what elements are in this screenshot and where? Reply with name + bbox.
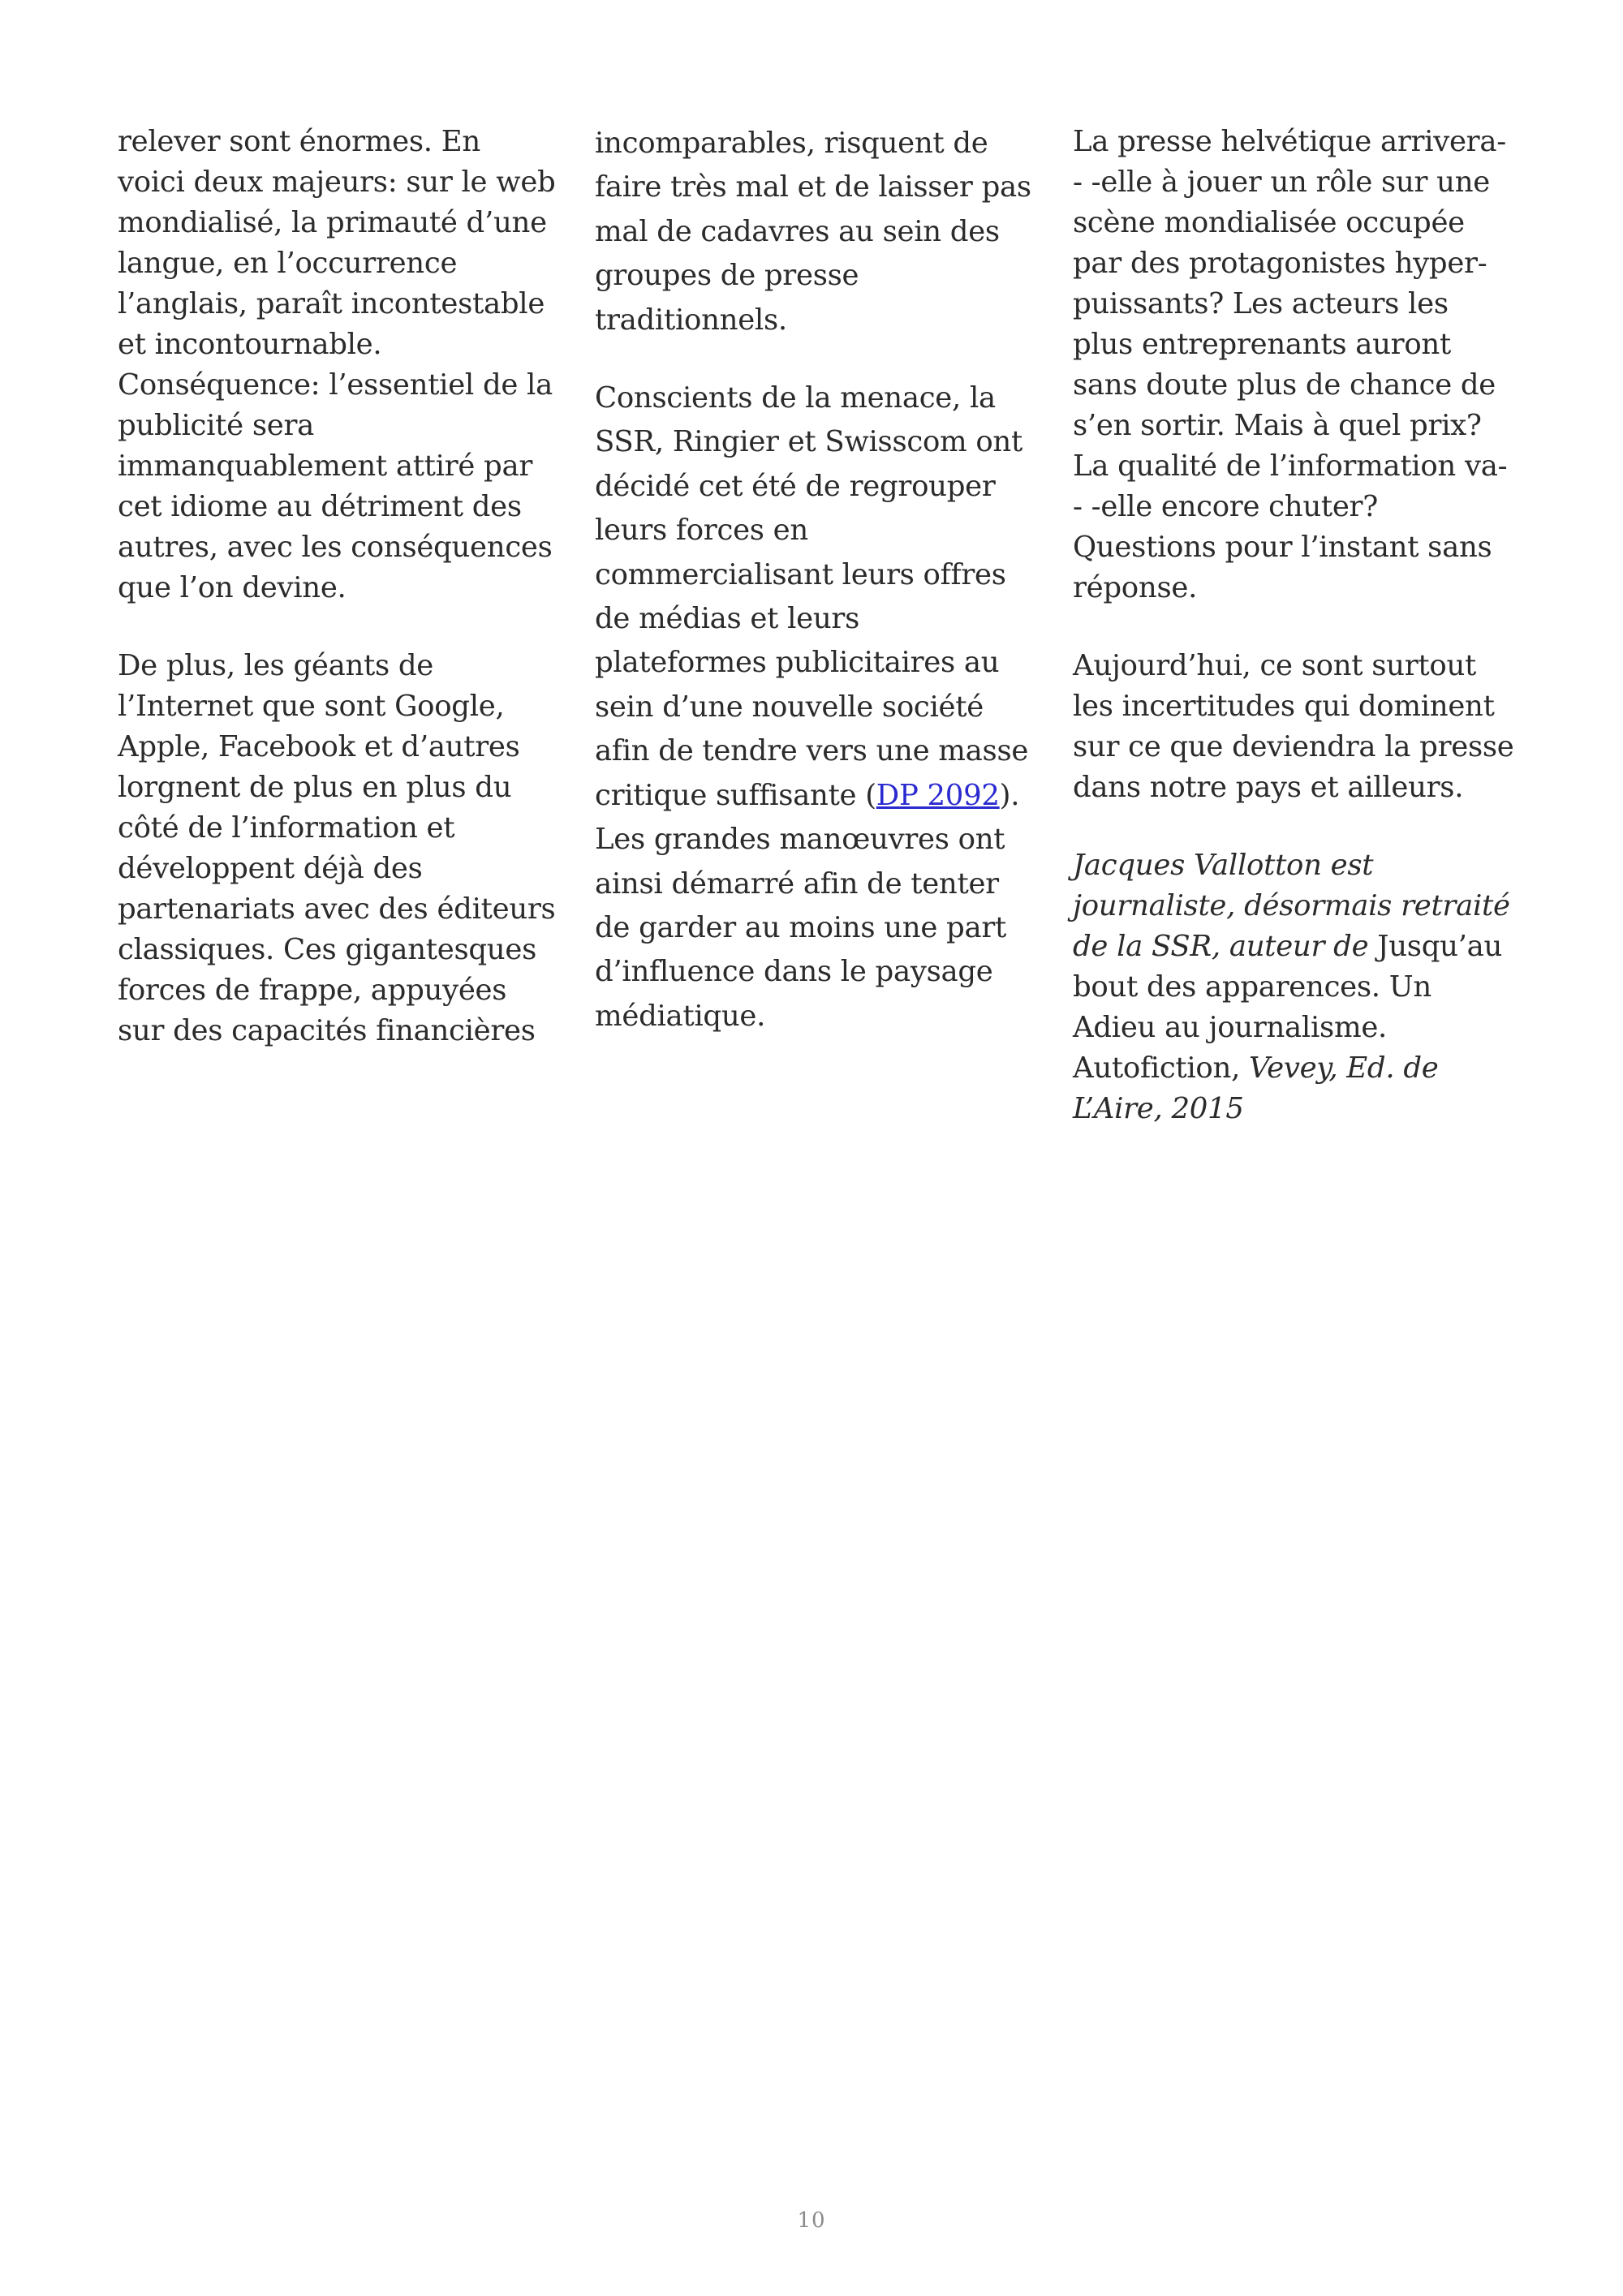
- author-book-title: Jusqu’au bout des apparences. Un Adieu au journalisme. Autofiction,: [1073, 930, 1503, 1085]
- paragraph-text-after-link: ). Les grandes manœuvres ont ainsi démarré afin de tenter de garder au moins une part d’influence dans le paysage médiatique.: [595, 778, 1020, 1033]
- article-column-1: [118, 122, 556, 1051]
- author-bio: [1073, 845, 1515, 1129]
- author-bio-intro: Jacques Vallotton est journaliste, désormais retraité de la SSR, auteur de: [1073, 849, 1510, 963]
- dp-2092-link[interactable]: DP 2092: [876, 778, 1000, 812]
- paragraph-uncertainties: Aujourd’hui, ce sont surtout les incertitudes qui dominent sur ce que deviendra la presse dans notre pays et ailleurs.: [1073, 649, 1514, 804]
- paragraph-press-groups: incomparables, risquent de faire très mal et de laisser pas mal de cadavres au sein des groupes de presse traditionnels.: [595, 127, 1031, 337]
- paragraph-language-dominance: relever sont énormes. En voici deux majeurs: sur le web mondialisé, la primauté d’une langue, en l’occurrence l’anglais, paraît incontestable et incontournable. Conséquence: l’essentiel de la publicité sera immanquablement attiré par cet idiome au détriment des autres, avec les conséquences que l’on devine.: [118, 125, 556, 604]
- article-column-3: [1073, 122, 1515, 1129]
- paragraph-swiss-press-questions: La presse helvétique arrivera-- -elle à jouer un rôle sur une scène mondialisée occupée par des protagonistes hyper- puissants? Les acteurs les plus entreprenants auront sans doute plus de chance de s’en sortir. Mais à quel prix? La qualité de l’information va-- -elle encore chuter? Questions pour l’instant sans réponse.: [1073, 125, 1508, 604]
- paragraph-text-before-link: Conscients de la menace, la SSR, Ringier et Swisscom ont décidé cet été de regrouper leurs forces en commercialisant leurs offres de médias et leurs plateformes publicitaires au sein d’une nouvelle société afin de tendre vers une masse critique suffisante (: [595, 381, 1029, 812]
- page-number: 10: [797, 2208, 826, 2233]
- article-column-2: [595, 122, 1037, 1038]
- paragraph-internet-giants: De plus, les géants de l’Internet que sont Google, Apple, Facebook et d’autres lorgnent de plus en plus du côté de l’information et développent déjà des partenariats avec des éditeurs classiques. Ces gigantesques forces de frappe, appuyées sur des capacités financières: [118, 649, 556, 1047]
- author-book-publisher: Vevey, Ed. de L’Aire, 2015: [1073, 1051, 1439, 1125]
- paragraph-ssr-ringier-swisscom: [595, 376, 1037, 1038]
